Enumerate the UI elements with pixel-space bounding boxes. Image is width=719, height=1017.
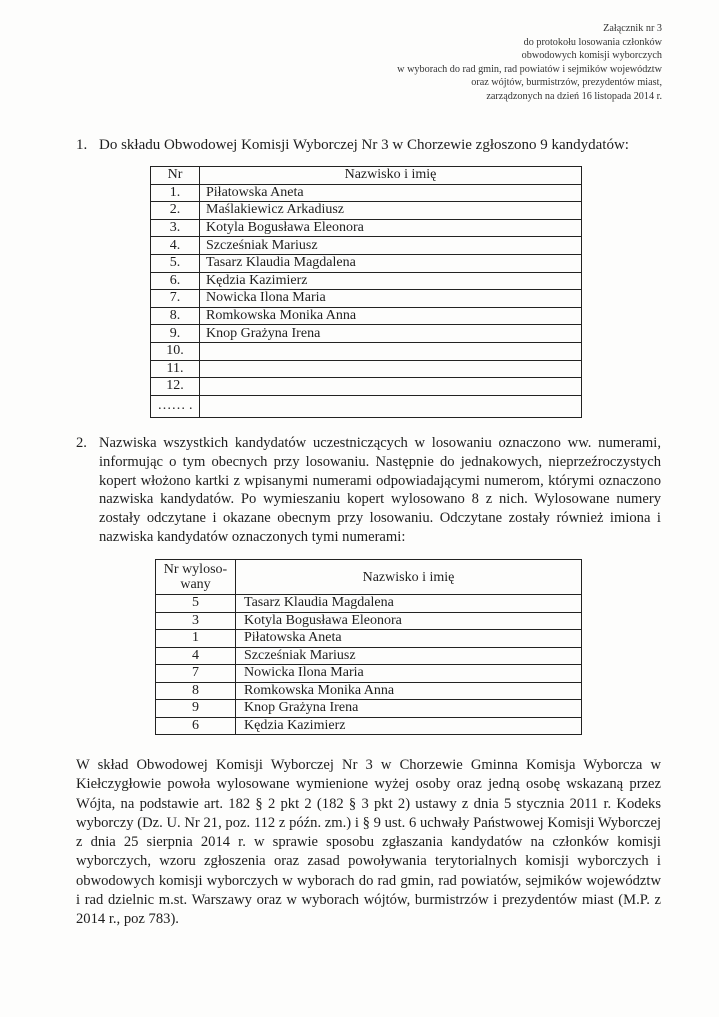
section-2-number: 2. (76, 435, 87, 451)
drawn-number: 3 (156, 612, 236, 630)
row-name: Nowicka Ilona Maria (236, 665, 582, 683)
section-1-number: 1. (76, 137, 88, 153)
row-name: Szcześniak Mariusz (200, 237, 582, 255)
table-row (156, 647, 582, 665)
row-number: 2. (151, 202, 200, 220)
row-name: Piłatowska Aneta (236, 630, 582, 648)
row-number: 1. (151, 184, 200, 202)
candidates-table (150, 166, 582, 418)
table-header-row (151, 167, 582, 185)
table-row (156, 665, 582, 683)
section-2 (76, 434, 661, 547)
table-row (151, 219, 582, 237)
column-header-drawn-nr: Nr wyloso-wany (156, 560, 236, 595)
row-name: Romkowska Monika Anna (236, 682, 582, 700)
row-name: Kędzia Kazimierz (200, 272, 582, 290)
table-row (151, 360, 582, 378)
table-row (151, 184, 582, 202)
row-name: Nowicka Ilona Maria (200, 290, 582, 308)
table-row (151, 202, 582, 220)
row-number: 11. (151, 360, 200, 378)
table-row (156, 700, 582, 718)
drawn-number: 8 (156, 682, 236, 700)
row-name: Kotyla Bogusława Eleonora (236, 612, 582, 630)
row-number: 4. (151, 237, 200, 255)
row-name: Piłatowska Aneta (200, 184, 582, 202)
header-line: Załącznik nr 3 (603, 23, 662, 34)
drawn-number: 1 (156, 630, 236, 648)
table-row (151, 395, 582, 417)
row-name (200, 360, 582, 378)
table-row (156, 595, 582, 613)
table-row (151, 342, 582, 360)
table-row (151, 378, 582, 396)
drawn-number: 4 (156, 647, 236, 665)
table-row (151, 290, 582, 308)
row-name: Romkowska Monika Anna (200, 307, 582, 325)
section-1 (76, 136, 676, 155)
row-number: 10. (151, 342, 200, 360)
drawn-number: 9 (156, 700, 236, 718)
row-name: Kotyla Bogusława Eleonora (200, 219, 582, 237)
row-number: 12. (151, 378, 200, 396)
row-name: Knop Grażyna Irena (236, 700, 582, 718)
section-2-text: Nazwiska wszystkich kandydatów uczestniczących w losowaniu oznaczono ww. numerami, informując o tym obecnych przy losowaniu. Następnie do jednakowych, nieprzeźroczystych kopert włożono kartki z wpisanymi numerami odpowiadającymi numerom, którymi oznaczono nazwiska kandydatów. Po wymieszaniu kopert wylosowano 8 z nich. Wylosowane numery zostały odczytane i okazane obecnym przy losowaniu. Odczytane zostały również imiona i nazwiska kandydatów oznaczonych tymi numerami: (99, 435, 661, 545)
drawn-number: 5 (156, 595, 236, 613)
row-number: 5. (151, 254, 200, 272)
header-line: zarządzonych na dzień 16 listopada 2014 r. (486, 90, 662, 102)
header-line: do protokołu losowania członków (523, 36, 662, 48)
attachment-header (397, 22, 662, 104)
row-number: 8. (151, 307, 200, 325)
closing-paragraph: W skład Obwodowej Komisji Wyborczej Nr 3 w Chorzewie Gminna Komisja Wyborcza w Kiełczygłowie powoła wylosowane wymienione wyżej osoby oraz jedną osobę wskazaną przez Wójta, na podstawie art. 182 § 2 pkt 2 (182 § 3 pkt 2) ustawy z dnia 5 stycznia 2011 r. Kodeks wyborczy (Dz. U. Nr 21, poz. 112 z późn. zm.) i § 9 ust. 6 uchwały Państwowej Komisji Wyborczej z dnia 25 sierpnia 2014 r. w sprawie sposobu zgłaszania kandydatów na członków komisji wyborczych, wzoru zgłoszenia oraz zasad powoływania terytorialnych komisji wyborczych i obwodowych komisji wyborczych w wyborach do rad gmin, rad powiatów, sejmików województw i rad dzielnic m.st. Warszawy oraz w wyborach wójtów, burmistrzów i prezydentów miast (M.P. z 2014 r., poz 783). (76, 757, 661, 928)
table-row (151, 325, 582, 343)
table-row (156, 717, 582, 735)
row-number: 3. (151, 219, 200, 237)
table-row (151, 254, 582, 272)
header-line: oraz wójtów, burmistrzów, prezydentów miast, (471, 77, 662, 89)
row-number: …… . (151, 395, 200, 417)
drawn-number: 7 (156, 665, 236, 683)
table-row (151, 307, 582, 325)
column-header-name: Nazwisko i imię (236, 560, 582, 595)
row-name: Kędzia Kazimierz (236, 717, 582, 735)
row-name: Szcześniak Mariusz (236, 647, 582, 665)
row-number: 6. (151, 272, 200, 290)
row-name: Knop Grażyna Irena (200, 325, 582, 343)
row-number: 9. (151, 325, 200, 343)
header-line: w wyborach do rad gmin, rad powiatów i sejmików województw (397, 63, 662, 75)
column-header-nr: Nr (151, 167, 200, 185)
drawn-number: 6 (156, 717, 236, 735)
table-row (151, 237, 582, 255)
column-header-name: Nazwisko i imię (200, 167, 582, 185)
section-1-text: Do składu Obwodowej Komisji Wyborczej Nr 3 w Chorzewie zgłoszono 9 kandydatów: (99, 137, 629, 153)
table-row (151, 272, 582, 290)
row-number: 7. (151, 290, 200, 308)
table-header-row (156, 560, 582, 595)
table-row (156, 630, 582, 648)
row-name: Maślakiewicz Arkadiusz (200, 202, 582, 220)
header-line: obwodowych komisji wyborczych (521, 50, 662, 62)
row-name (200, 378, 582, 396)
row-name: Tasarz Klaudia Magdalena (200, 254, 582, 272)
row-name (200, 395, 582, 417)
row-name: Tasarz Klaudia Magdalena (236, 595, 582, 613)
table-row (156, 612, 582, 630)
drawn-candidates-table (155, 559, 582, 735)
row-name (200, 342, 582, 360)
table-row (156, 682, 582, 700)
